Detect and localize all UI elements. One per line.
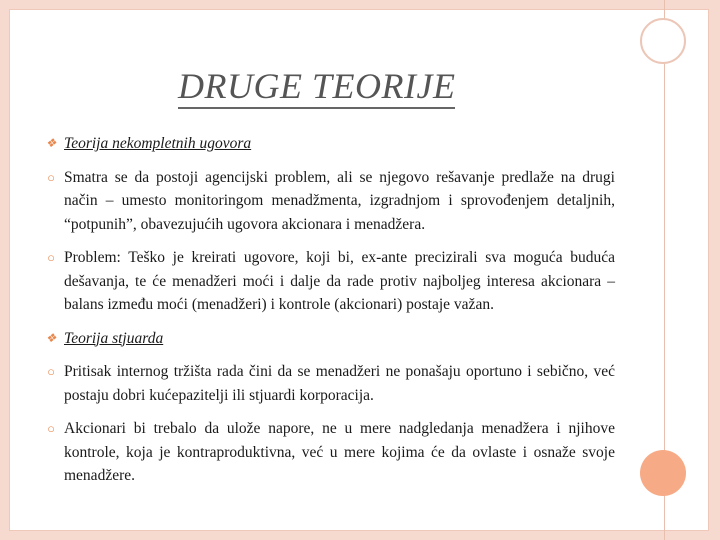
bullet-item-heading (45, 327, 615, 351)
bullet-item-paragraph (48, 360, 615, 407)
circle-bullet-icon: ○ (47, 364, 55, 379)
bullet-item-text: Problem: Teško je kreirati ugovore, koji bi, ex-ante precizirali sva moguća buduća dešavanja, te će menadžeri moći i dalje da rade protiv najboljeg interesa akcionara – balans između moći (menadžeri) i kontrole (akcionari) postaje važan. (64, 249, 615, 313)
bullet-item-paragraph (48, 417, 615, 488)
bullet-item-text: Pritisak internog tržišta rada čini da se menadžeri ne ponašaju oportuno i sebično, već postaju dobri kućepazitelji ili stjuardi korporacija. (64, 363, 615, 404)
slide-title: DRUGE TEORIJE (178, 66, 455, 109)
circle-bullet-icon: ○ (47, 250, 55, 265)
diamond-bullet-icon: ❖ (45, 330, 57, 345)
bullet-item-text: Smatra se da postoji agencijski problem, ali se njegovo rešavanje predlaže na drugi način – umesto monitoringom menadžmenta, izgradnjom i sprovođenjem detaljnih, “potpunih”, obavezujućih ugovora akcionara i menadžera. (64, 168, 615, 233)
diamond-bullet-icon: ❖ (45, 136, 57, 150)
bullet-item-text: Teorija stjuarda (64, 329, 164, 347)
circle-bullet-icon: ○ (47, 421, 55, 436)
bullet-item-paragraph (48, 246, 615, 317)
circle-bullet-icon: ○ (47, 169, 55, 185)
bullet-item-heading (45, 132, 615, 156)
decorative-ring-icon (640, 18, 686, 64)
bullet-item-text: Teorija nekompletnih ugovora (64, 135, 252, 152)
bullet-item-paragraph (48, 166, 615, 237)
decorative-dot-icon (640, 450, 686, 496)
bullet-item-text: Akcionari bi trebalo da ulože napore, ne u mere nadgledanja menadžera i njihove kontrole, koja je kontraproduktivna, već u mere kojima će da ovlaste i osnaže svoje menadžere. (64, 420, 615, 484)
slide-content (45, 132, 615, 498)
